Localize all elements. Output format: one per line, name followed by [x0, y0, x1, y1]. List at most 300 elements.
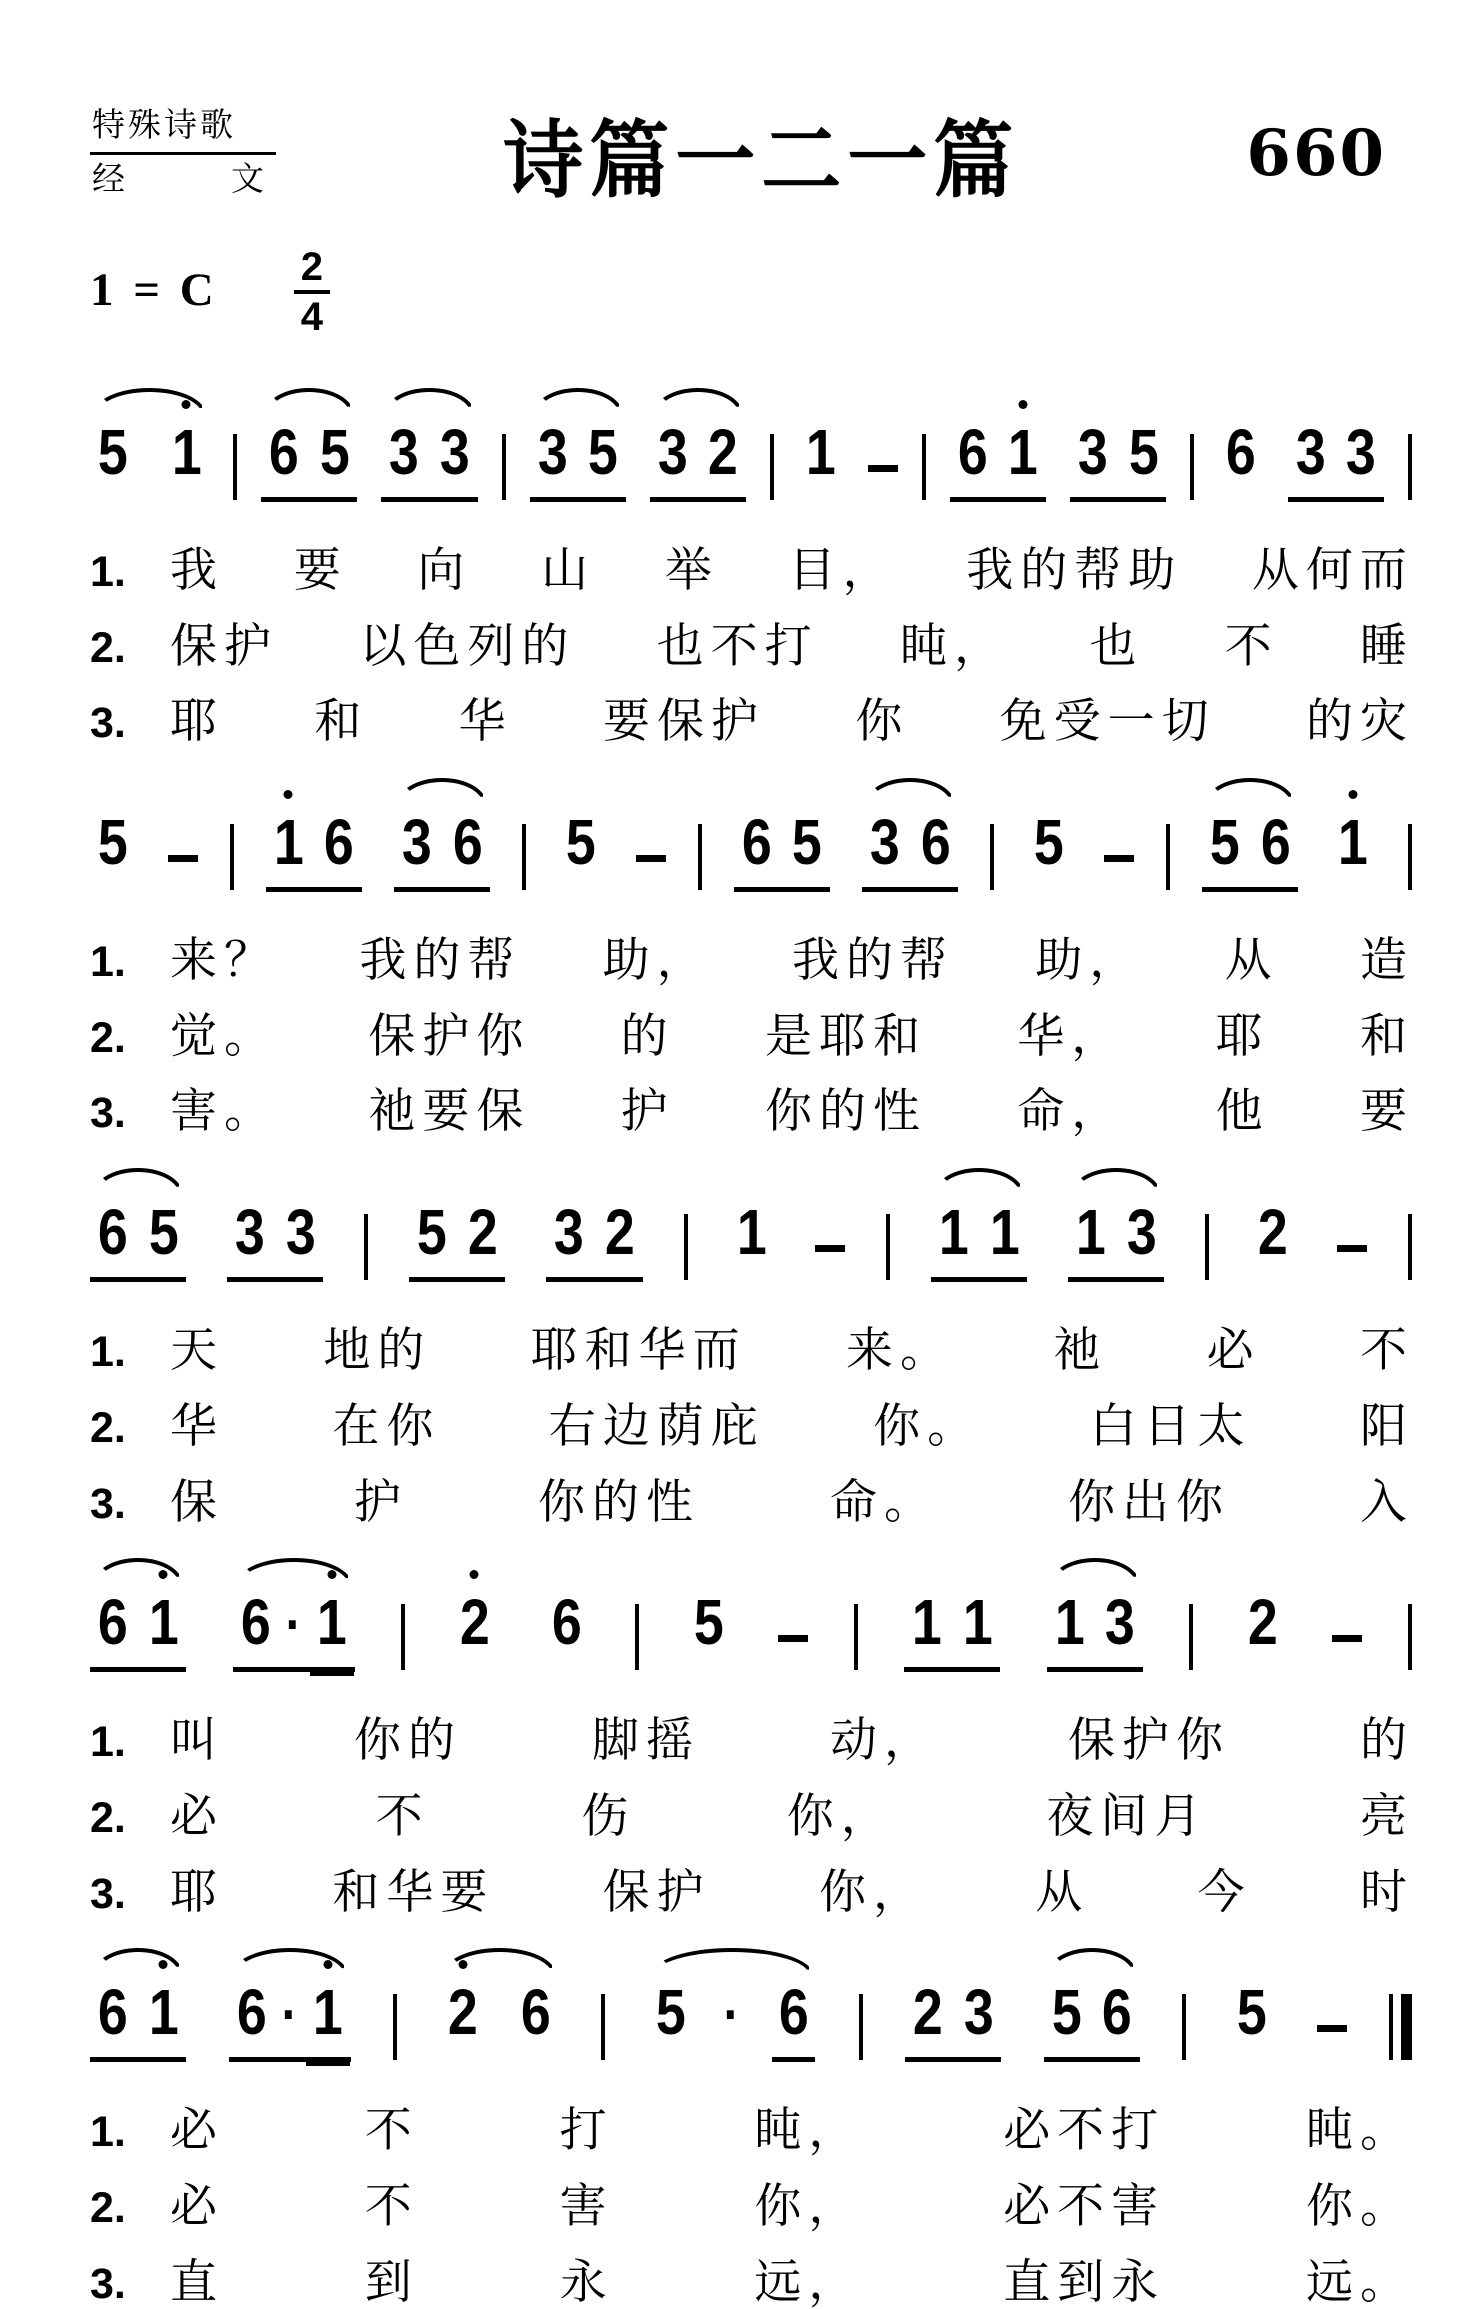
note-digit	[321, 805, 357, 879]
note-token	[729, 1195, 775, 1277]
lyric-cell: 盹，	[899, 620, 1008, 673]
lyric-cell: 必	[1206, 1325, 1261, 1378]
digit-glyph: 1	[273, 806, 304, 879]
system	[90, 1941, 1414, 2309]
octave-dot	[1349, 790, 1358, 799]
lyric-cell: 打	[559, 2105, 614, 2158]
lyric-cell: 入	[1360, 1476, 1414, 1529]
system	[90, 1551, 1414, 1919]
category-bottom-left: 经	[92, 162, 125, 198]
note-digit	[910, 1975, 946, 2049]
lyric-cell: 伤	[581, 1790, 636, 1843]
digit-glyph: ·	[723, 1982, 741, 2048]
final-barline	[1389, 1994, 1412, 2060]
note-token	[558, 805, 604, 887]
note-group	[381, 415, 477, 502]
notation-row	[90, 1161, 1414, 1302]
digit-glyph: 3	[657, 416, 688, 488]
key-signature: 1 = C	[90, 264, 218, 316]
note-digit	[95, 1195, 131, 1269]
category-bottom-right: 文	[231, 162, 264, 198]
note-digit	[1293, 415, 1329, 489]
lyric-cell: 远，	[754, 2256, 863, 2309]
note-token	[1218, 415, 1264, 497]
barline	[522, 824, 526, 890]
lyric-cell: 害。	[170, 1086, 278, 1139]
digit-glyph: 2	[459, 1586, 490, 1659]
note-digit	[314, 1585, 350, 1659]
barline	[684, 1214, 688, 1280]
note-digit	[705, 415, 741, 489]
underline-sixteenth	[306, 2062, 350, 2066]
digit-glyph: 2	[604, 1196, 635, 1269]
lyric-cell: 不	[375, 1790, 430, 1843]
note-group	[1070, 415, 1166, 502]
digit-glyph: 1	[912, 1586, 943, 1659]
digit-glyph: 3	[401, 806, 432, 879]
note-digit	[518, 1975, 554, 2049]
underline-note	[772, 2057, 816, 2062]
note-digit	[1005, 415, 1041, 489]
lyric-cell: 山	[541, 545, 596, 597]
note-token	[686, 1585, 732, 1667]
note-group	[261, 415, 357, 502]
lyric-cell: 你，	[754, 2180, 863, 2233]
note-digit	[169, 415, 205, 489]
note-group	[233, 1585, 356, 1672]
note-digit	[95, 1975, 131, 2049]
digit-glyph: 1	[1008, 416, 1039, 488]
digit-glyph: 5	[792, 806, 823, 879]
lyric-cell: 我的帮助	[966, 545, 1183, 597]
lyric-row	[90, 697, 1414, 749]
lyric-cell: 的	[620, 1010, 675, 1063]
lyric-cell: 祂要保	[368, 1086, 531, 1139]
digit-glyph: 3	[537, 416, 568, 488]
lyric-cell: 也	[1089, 620, 1144, 673]
lyric-row	[90, 1478, 1414, 1530]
note-digit	[551, 1195, 587, 1269]
digit-glyph: 6	[521, 1976, 552, 2049]
note-group	[1288, 415, 1384, 502]
header	[90, 96, 1414, 211]
lyric-cell: 你的	[354, 1715, 462, 1768]
final-bar-thick	[1401, 1994, 1412, 2060]
lyric-cell: 你。	[1305, 2180, 1414, 2233]
note-token	[798, 415, 844, 497]
lyric-cell: 在你	[332, 1400, 441, 1453]
note-digit	[450, 805, 486, 879]
lyric-cell: 护	[354, 1476, 408, 1529]
lyric-cell: 盹。	[1305, 2105, 1414, 2158]
note-digit	[655, 415, 691, 489]
note-digit	[232, 1195, 268, 1269]
lyric-cells	[170, 2106, 1414, 2158]
digit-glyph: 3	[1346, 416, 1377, 488]
lyric-cell: 和华要	[332, 1866, 495, 1919]
note-digit	[1223, 415, 1259, 489]
lyric-cell: 目，	[788, 545, 897, 597]
note-digit	[1102, 1585, 1138, 1659]
lyric-cell: 来。	[845, 1325, 954, 1378]
digit-glyph: 2	[467, 1196, 498, 1269]
verse-number: 2.	[90, 1403, 126, 1452]
digit-glyph: 2	[1258, 1196, 1289, 1269]
octave-dot	[182, 400, 191, 409]
digit-glyph: 6	[97, 1976, 128, 2049]
digit-glyph: 3	[869, 806, 900, 879]
octave-dot	[159, 1570, 168, 1579]
category-top-label: 特殊诗歌	[90, 106, 276, 155]
lyric-cells	[170, 1326, 1414, 1378]
note-digit	[1207, 805, 1243, 879]
lyric-row	[90, 1326, 1414, 1378]
note-digit	[585, 415, 621, 489]
lyric-cell: 命，	[1017, 1086, 1126, 1139]
lyric-cells	[170, 622, 1414, 674]
notation-row	[90, 1941, 1414, 2082]
digit-glyph: 1	[148, 1976, 179, 2049]
lyric-row	[90, 2106, 1414, 2158]
lyric-cell: 耶	[1215, 1010, 1270, 1063]
lyric-cell: 不	[364, 2105, 419, 2158]
lyric-cell: 亮	[1359, 1790, 1414, 1843]
lyric-cells	[170, 1402, 1414, 1454]
lyric-cell: 白日太	[1089, 1400, 1252, 1453]
note-digit	[563, 805, 599, 879]
digit-glyph: 2	[912, 1976, 943, 2049]
note-digit	[1124, 1195, 1160, 1269]
verse-number: 1.	[90, 1718, 126, 1767]
lyric-cell: 叫	[170, 1715, 224, 1768]
note-digit	[909, 1585, 945, 1659]
category-bottom-label	[90, 155, 276, 201]
notation-row	[90, 771, 1414, 912]
lyric-cell: 时	[1359, 1866, 1414, 1919]
note-group	[227, 1195, 323, 1282]
verse-number: 3.	[90, 1479, 126, 1528]
digit-glyph: 6	[97, 1586, 128, 1659]
lyric-cell: 到	[364, 2256, 419, 2309]
digit-glyph: 5	[97, 416, 128, 488]
digit-glyph: 1	[317, 1586, 348, 1659]
lyric-cell: 保护	[602, 1866, 711, 1919]
lyric-cell: 你	[855, 696, 910, 749]
digit-glyph: 5	[148, 1196, 179, 1269]
lyric-cell: 盹，	[754, 2105, 863, 2158]
lyric-cell: 命。	[830, 1476, 938, 1529]
note-digit	[602, 1195, 638, 1269]
note-digit	[146, 1195, 182, 1269]
note-group	[904, 1585, 1000, 1672]
note-group	[650, 415, 746, 502]
note-digit	[95, 1585, 131, 1659]
note-token	[90, 805, 136, 887]
note-digit	[1075, 415, 1111, 489]
lyric-cells	[170, 2258, 1414, 2309]
digit-glyph: 5	[588, 416, 618, 488]
lyric-cell: 必	[170, 2105, 224, 2158]
key-row	[90, 245, 1414, 359]
lyric-cell: 的	[1360, 1715, 1414, 1768]
lyric-cell: 必	[170, 1790, 224, 1843]
song-title: 诗篇一二一篇	[503, 114, 1020, 208]
lyric-cell: 从何而	[1251, 545, 1414, 597]
digit-glyph: 5	[1034, 806, 1065, 879]
lyric-cell: 他	[1215, 1086, 1270, 1139]
digit-glyph: 2	[1247, 1586, 1278, 1659]
barline	[233, 434, 237, 500]
lyric-cell: 从	[1224, 935, 1279, 988]
lyric-cell: 祂	[1053, 1325, 1108, 1378]
note-digit	[1049, 1975, 1085, 2049]
digit-glyph: 1	[736, 1196, 767, 1269]
note-digit	[1234, 1975, 1270, 2049]
note-group	[229, 1975, 352, 2062]
digit-glyph: 1	[313, 1976, 344, 2049]
digit-glyph: 3	[1105, 1586, 1136, 1659]
lyric-cell: 华	[458, 696, 513, 749]
note-token	[1330, 805, 1376, 887]
digit-glyph: ·	[285, 1592, 302, 1658]
lyric-cell: 保护	[170, 620, 278, 673]
note-digit	[437, 415, 473, 489]
duration-dash	[1104, 855, 1134, 862]
lyric-cell: 保	[170, 1476, 224, 1529]
lyric-cell: 必	[170, 2180, 224, 2233]
note-digit	[95, 415, 131, 489]
note-digit	[399, 805, 435, 879]
note-token	[544, 1585, 590, 1667]
duration-dash	[868, 465, 898, 472]
lyric-cell: 你的性	[538, 1476, 700, 1529]
note-digit	[266, 415, 302, 489]
barline	[1189, 1604, 1193, 1670]
barline	[854, 1604, 858, 1670]
digit-glyph: 1	[805, 416, 836, 488]
note-digit	[1126, 415, 1162, 489]
lyric-cell: 远。	[1305, 2256, 1414, 2309]
lyric-cell: 地的	[323, 1325, 432, 1378]
note-digit	[1073, 1195, 1109, 1269]
note-group	[1044, 1975, 1140, 2062]
note-digit	[987, 1195, 1023, 1269]
verse-number: 3.	[90, 699, 126, 748]
augmentation-dot	[284, 1585, 303, 1659]
note-digit	[317, 415, 353, 489]
lyric-row	[90, 1716, 1414, 1768]
lyric-cell: 必不害	[1003, 2180, 1166, 2233]
digit-glyph: 3	[389, 416, 420, 488]
digit-glyph: 5	[417, 1196, 448, 1269]
note-digit	[936, 1195, 972, 1269]
lyric-cell: 动，	[830, 1715, 938, 1768]
lyric-cells	[170, 546, 1414, 598]
time-signature	[294, 247, 330, 337]
digit-glyph: 6	[324, 806, 355, 879]
barline	[364, 1214, 368, 1280]
digit-glyph: 3	[439, 416, 470, 488]
barline	[1408, 434, 1412, 500]
note-digit	[95, 805, 131, 879]
note-digit	[146, 1975, 182, 2049]
lyric-row	[90, 936, 1414, 988]
lyric-cells	[170, 2182, 1414, 2234]
lyric-cells	[170, 697, 1414, 749]
note-token	[1250, 1195, 1296, 1277]
verse-number: 1.	[90, 2108, 126, 2157]
lyric-row	[90, 1402, 1414, 1454]
lyric-cell: 造	[1359, 935, 1414, 988]
lyric-cell: 不	[1224, 620, 1279, 673]
barline	[1408, 824, 1412, 890]
lyric-row	[90, 622, 1414, 674]
system	[90, 1161, 1414, 1529]
lyric-cell: 阳	[1359, 1400, 1414, 1453]
lyric-cell: 向	[417, 545, 472, 597]
barline	[770, 434, 774, 500]
octave-dot	[1019, 400, 1028, 409]
note-digit	[414, 1195, 450, 1269]
note-digit	[1052, 1585, 1088, 1659]
verse-number: 1.	[90, 1328, 126, 1377]
verse-number: 2.	[90, 1793, 126, 1842]
note-group	[862, 805, 958, 892]
digit-glyph: 3	[1295, 416, 1326, 488]
digit-glyph: 5	[97, 806, 128, 879]
note-digit	[549, 1585, 585, 1659]
barline	[1190, 434, 1194, 500]
barline	[922, 434, 926, 500]
lyric-cell: 觉。	[170, 1010, 278, 1063]
octave-dot	[284, 790, 293, 799]
digit-glyph: 1	[938, 1196, 969, 1269]
note-group	[409, 1195, 505, 1282]
note-digit	[789, 805, 825, 879]
note-digit	[1245, 1585, 1281, 1659]
lyric-cell: 耶	[170, 1866, 224, 1919]
duration-dash	[778, 1635, 808, 1642]
duration-dash	[168, 855, 198, 862]
lyric-cell: 免受一切	[999, 696, 1216, 749]
digit-glyph: 6	[551, 1586, 582, 1659]
lyric-cell: 华，	[1017, 1010, 1126, 1063]
digit-glyph: 3	[285, 1196, 316, 1269]
octave-dot	[470, 1570, 479, 1579]
lyric-cell: 不	[364, 2180, 419, 2233]
lyric-cell: 脚摇	[592, 1715, 700, 1768]
lyric-cell: 保护你	[368, 1010, 531, 1063]
lyric-cell: 我	[170, 545, 224, 597]
note-digit	[961, 1975, 997, 2049]
lyric-cells	[170, 1792, 1414, 1844]
verse-number: 3.	[90, 1869, 126, 1918]
lyric-cell: 助，	[1035, 935, 1144, 988]
augmentation-dot	[280, 1975, 299, 2049]
notation-row	[90, 1551, 1414, 1692]
digit-glyph: 6	[240, 1586, 271, 1659]
augmentation-dot	[722, 1975, 741, 2049]
lyric-cell: 护	[620, 1086, 675, 1139]
barline	[859, 1994, 863, 2060]
lyric-cells	[170, 1012, 1414, 1064]
barline	[1205, 1214, 1209, 1280]
note-digit	[465, 1195, 501, 1269]
digit-glyph: 2	[447, 1976, 478, 2049]
note-digit	[653, 1975, 689, 2049]
lyric-row	[90, 2182, 1414, 2234]
barline	[1408, 1604, 1412, 1670]
barline	[1166, 824, 1170, 890]
digit-glyph: 6	[741, 806, 772, 879]
digit-glyph: 6	[236, 1976, 267, 2049]
note-group	[266, 805, 362, 892]
final-bar-thin	[1389, 1994, 1393, 2060]
digit-glyph: 5	[1236, 1976, 1267, 2049]
duration-dash	[636, 855, 666, 862]
lyric-cell: 你的性	[764, 1086, 927, 1139]
note-group	[1202, 805, 1298, 892]
digit-glyph: 1	[1076, 1196, 1106, 1269]
note-group	[950, 415, 1046, 502]
note-digit	[734, 1195, 770, 1269]
note-digit	[535, 415, 571, 489]
underline-sixteenth	[310, 1672, 354, 1676]
lyric-cell: 以色列的	[359, 620, 576, 673]
verse-number: 1.	[90, 938, 126, 987]
note-group	[394, 805, 490, 892]
barline	[502, 434, 506, 500]
lyric-cell: 睡	[1359, 620, 1414, 673]
lyric-cell: 保护你	[1068, 1715, 1230, 1768]
lyric-cell: 从	[1035, 1866, 1090, 1919]
digit-glyph: 3	[1126, 1196, 1157, 1269]
lyric-cell: 不	[1359, 1325, 1414, 1378]
note-group	[90, 1975, 186, 2062]
lyric-row	[90, 1012, 1414, 1064]
lyric-cell: 耶	[170, 696, 224, 749]
lyric-cell: 我的帮	[791, 935, 954, 988]
note-token	[1240, 1585, 1286, 1667]
lyric-cell: 今	[1197, 1866, 1252, 1919]
lyric-row	[90, 546, 1414, 598]
note-digit	[1335, 805, 1371, 879]
lyric-row	[90, 1792, 1414, 1844]
note-digit	[238, 1585, 274, 1659]
digit-glyph: 6	[1102, 1976, 1132, 2049]
octave-dot	[328, 1570, 337, 1579]
digit-glyph: 6	[778, 1976, 809, 2049]
lyric-cell: 要	[293, 545, 348, 597]
note-group	[90, 1195, 186, 1282]
digit-glyph: 5	[1209, 806, 1240, 879]
duration-dash	[1332, 1635, 1362, 1642]
barline	[601, 1994, 605, 2060]
note-token	[452, 1585, 498, 1667]
notation-row	[90, 381, 1414, 522]
barline	[230, 824, 234, 890]
lyric-cell: 要保护	[602, 696, 765, 749]
note-group	[90, 1585, 186, 1672]
digit-glyph: 5	[1051, 1976, 1082, 2049]
note-digit	[691, 1585, 727, 1659]
lyric-row	[90, 2258, 1414, 2309]
lyric-cell: 助，	[602, 935, 711, 988]
lyric-cells	[170, 1087, 1414, 1139]
lyric-cell: 右边荫庇	[548, 1400, 765, 1453]
note-group	[546, 1195, 642, 1282]
barline	[393, 1994, 397, 2060]
